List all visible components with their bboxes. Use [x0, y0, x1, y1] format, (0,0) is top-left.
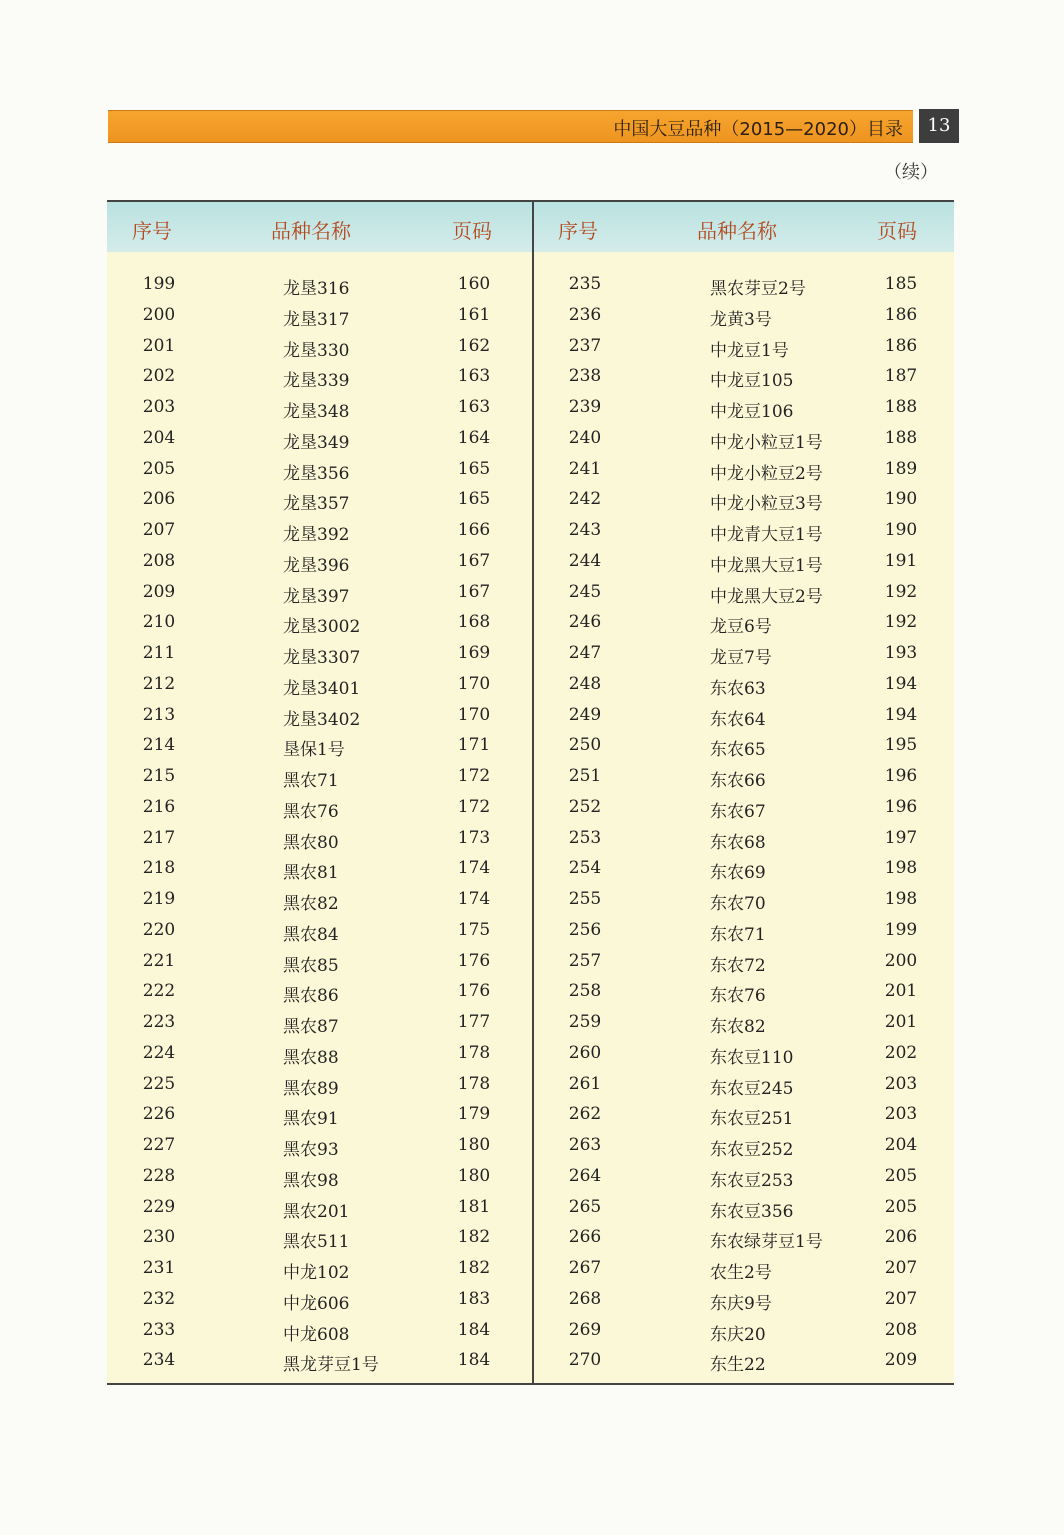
page-ref: 191 — [884, 550, 918, 571]
row-number: 228 — [142, 1165, 176, 1186]
row-number: 219 — [142, 889, 176, 909]
variety-name: 东农72 — [710, 955, 766, 976]
page-ref: 162 — [457, 335, 491, 356]
variety-name: 垦保1号 — [283, 740, 345, 761]
variety-name: 龙垦397 — [283, 586, 350, 607]
variety-name: 龙豆6号 — [710, 617, 772, 638]
row-number: 254 — [568, 858, 602, 879]
page-ref: 185 — [884, 274, 918, 294]
continued-label: （续） — [884, 162, 938, 183]
row-number: 205 — [142, 458, 176, 479]
page-ref: 161 — [457, 304, 491, 325]
row-number: 203 — [142, 397, 176, 417]
page-ref: 176 — [457, 981, 491, 1002]
variety-name: 东农绿芽豆1号 — [710, 1232, 823, 1253]
variety-name: 中龙606 — [283, 1293, 350, 1314]
page-ref: 207 — [884, 1258, 918, 1278]
variety-name: 中龙豆106 — [710, 402, 794, 422]
variety-name: 黑农93 — [283, 1140, 339, 1160]
page-ref: 205 — [884, 1165, 918, 1186]
page-ref: 182 — [457, 1227, 491, 1248]
row-number: 265 — [568, 1196, 602, 1217]
row-number: 209 — [142, 581, 176, 602]
variety-name: 黑农91 — [283, 1109, 339, 1130]
row-number: 201 — [142, 335, 176, 356]
page-ref: 196 — [884, 766, 918, 786]
variety-name: 龙垦357 — [283, 494, 350, 515]
page-ref: 182 — [457, 1258, 491, 1278]
page-ref: 170 — [457, 673, 491, 694]
row-number: 261 — [568, 1073, 602, 1094]
row-number: 236 — [568, 304, 602, 325]
variety-name: 黑农201 — [283, 1201, 350, 1222]
row-number: 206 — [142, 489, 176, 510]
header-page-left: 页码 — [452, 219, 492, 243]
variety-name: 东庆20 — [710, 1324, 766, 1345]
page-ref: 178 — [457, 1073, 491, 1094]
header-name-right: 品种名称 — [697, 219, 777, 243]
page-ref: 163 — [457, 366, 491, 387]
variety-name: 龙豆7号 — [710, 648, 772, 668]
page-ref: 190 — [884, 520, 918, 540]
row-number: 235 — [568, 274, 602, 294]
page-ref: 167 — [457, 550, 491, 571]
variety-name: 黑农80 — [283, 832, 339, 853]
row-number: 222 — [142, 981, 176, 1002]
row-number: 232 — [142, 1288, 176, 1309]
page-ref: 209 — [884, 1350, 918, 1371]
variety-name: 东农69 — [710, 863, 766, 884]
page-ref: 184 — [457, 1319, 491, 1340]
row-number: 247 — [568, 643, 602, 663]
header-bar — [108, 110, 913, 143]
page-ref: 179 — [457, 1104, 491, 1125]
row-number: 260 — [568, 1042, 602, 1063]
row-number: 253 — [568, 827, 602, 848]
row-number: 241 — [568, 458, 602, 479]
page-ref: 189 — [884, 458, 918, 479]
row-number: 255 — [568, 889, 602, 909]
variety-name: 龙垦396 — [283, 555, 350, 576]
variety-name: 龙垦316 — [283, 279, 350, 299]
row-number: 245 — [568, 581, 602, 602]
page-ref: 165 — [457, 489, 491, 510]
page-ref: 171 — [457, 735, 491, 756]
page-ref: 163 — [457, 397, 491, 417]
variety-name: 黑农86 — [283, 986, 339, 1007]
page-ref: 205 — [884, 1196, 918, 1217]
variety-name: 龙垦3307 — [283, 648, 361, 668]
page-ref: 172 — [457, 796, 491, 817]
row-number: 225 — [142, 1073, 176, 1094]
page-ref: 174 — [457, 889, 491, 909]
row-number: 250 — [568, 735, 602, 756]
row-number: 242 — [568, 489, 602, 510]
header-page-right: 页码 — [877, 219, 917, 243]
variety-name: 东农71 — [710, 924, 766, 945]
row-number: 234 — [142, 1350, 176, 1371]
variety-name: 黑农87 — [283, 1017, 339, 1037]
variety-name: 黑农82 — [283, 894, 339, 914]
variety-name: 东农66 — [710, 771, 766, 791]
variety-name: 中龙102 — [283, 1263, 350, 1283]
page-ref: 177 — [457, 1012, 491, 1032]
variety-name: 东农82 — [710, 1017, 766, 1037]
page-ref: 169 — [457, 643, 491, 663]
variety-name: 黑农84 — [283, 924, 339, 945]
page-ref: 199 — [884, 919, 918, 940]
variety-name: 黑农88 — [283, 1047, 339, 1068]
variety-name: 黑农85 — [283, 955, 339, 976]
catalog-table — [107, 200, 954, 1385]
row-number: 227 — [142, 1135, 176, 1155]
page-ref: 180 — [457, 1165, 491, 1186]
row-number: 251 — [568, 766, 602, 786]
variety-name: 黑农89 — [283, 1078, 339, 1099]
variety-name: 龙垦317 — [283, 309, 350, 330]
row-number: 267 — [568, 1258, 602, 1278]
page-ref: 167 — [457, 581, 491, 602]
page-ref: 186 — [884, 335, 918, 356]
variety-name: 黑农98 — [283, 1170, 339, 1191]
variety-name: 中龙小粒豆3号 — [710, 494, 823, 515]
page-ref: 183 — [457, 1288, 491, 1309]
row-number: 230 — [142, 1227, 176, 1248]
variety-name: 东农76 — [710, 986, 766, 1007]
page-ref: 176 — [457, 950, 491, 971]
variety-name: 东农70 — [710, 894, 766, 914]
variety-name: 龙黄3号 — [710, 309, 772, 330]
row-number: 266 — [568, 1227, 602, 1248]
row-number: 210 — [142, 612, 176, 633]
page-ref: 181 — [457, 1196, 491, 1217]
variety-name: 黑农76 — [283, 801, 339, 822]
row-number: 217 — [142, 827, 176, 848]
page-ref: 172 — [457, 766, 491, 786]
page-ref: 207 — [884, 1288, 918, 1309]
variety-name: 东农豆356 — [710, 1201, 794, 1222]
row-number: 213 — [142, 704, 176, 725]
page-ref: 166 — [457, 520, 491, 540]
variety-name: 龙垦3002 — [283, 617, 361, 638]
row-number: 212 — [142, 673, 176, 694]
header-no-right: 序号 — [558, 219, 598, 243]
row-number: 252 — [568, 796, 602, 817]
row-number: 199 — [142, 274, 176, 294]
row-number: 231 — [142, 1258, 176, 1278]
row-number: 263 — [568, 1135, 602, 1155]
page-ref: 165 — [457, 458, 491, 479]
variety-name: 中龙小粒豆2号 — [710, 463, 823, 484]
page-ref: 178 — [457, 1042, 491, 1063]
row-number: 264 — [568, 1165, 602, 1186]
row-number: 258 — [568, 981, 602, 1002]
page-ref: 198 — [884, 889, 918, 909]
row-number: 243 — [568, 520, 602, 540]
variety-name: 农生2号 — [710, 1263, 772, 1283]
variety-name: 中龙豆1号 — [710, 340, 789, 361]
row-number: 238 — [568, 366, 602, 387]
page-ref: 204 — [884, 1135, 918, 1155]
variety-name: 龙垦356 — [283, 463, 350, 484]
variety-name: 黑龙芽豆1号 — [283, 1355, 379, 1376]
row-number: 239 — [568, 397, 602, 417]
variety-name: 龙垦3402 — [283, 709, 361, 730]
variety-name: 东农64 — [710, 709, 766, 730]
variety-name: 东农豆251 — [710, 1109, 794, 1130]
page-ref: 190 — [884, 489, 918, 510]
variety-name: 中龙青大豆1号 — [710, 525, 823, 545]
page-ref: 203 — [884, 1104, 918, 1125]
variety-name: 黑农81 — [283, 863, 339, 884]
variety-name: 东庆9号 — [710, 1293, 772, 1314]
table-header — [107, 202, 954, 252]
variety-name: 黑农511 — [283, 1232, 350, 1253]
variety-name: 东农豆245 — [710, 1078, 794, 1099]
row-number: 216 — [142, 796, 176, 817]
variety-name: 东农65 — [710, 740, 766, 761]
variety-name: 龙垦392 — [283, 525, 350, 545]
row-number: 214 — [142, 735, 176, 756]
page-ref: 201 — [884, 1012, 918, 1032]
row-number: 240 — [568, 427, 602, 448]
variety-name: 东农63 — [710, 678, 766, 699]
variety-name: 中龙黑大豆1号 — [710, 555, 823, 576]
variety-name: 东农67 — [710, 801, 766, 822]
column-divider — [532, 202, 534, 1383]
row-number: 221 — [142, 950, 176, 971]
header-name-left: 品种名称 — [271, 219, 351, 243]
page-ref: 208 — [884, 1319, 918, 1340]
page-ref: 188 — [884, 427, 918, 448]
variety-name: 黑农芽豆2号 — [710, 279, 806, 299]
variety-name: 龙垦330 — [283, 340, 350, 361]
variety-name: 东农豆110 — [710, 1047, 794, 1068]
row-number: 224 — [142, 1042, 176, 1063]
row-number: 233 — [142, 1319, 176, 1340]
row-number: 269 — [568, 1319, 602, 1340]
row-number: 208 — [142, 550, 176, 571]
row-number: 262 — [568, 1104, 602, 1125]
page-ref: 180 — [457, 1135, 491, 1155]
row-number: 207 — [142, 520, 176, 540]
variety-name: 东农68 — [710, 832, 766, 853]
variety-name: 中龙608 — [283, 1324, 350, 1345]
page-ref: 187 — [884, 366, 918, 387]
page-ref: 203 — [884, 1073, 918, 1094]
row-number: 256 — [568, 919, 602, 940]
row-number: 249 — [568, 704, 602, 725]
page-ref: 192 — [884, 581, 918, 602]
page-ref: 202 — [884, 1042, 918, 1063]
row-number: 259 — [568, 1012, 602, 1032]
row-number: 215 — [142, 766, 176, 786]
row-number: 268 — [568, 1288, 602, 1309]
page-ref: 193 — [884, 643, 918, 663]
page-number: 13 — [919, 109, 959, 143]
variety-name: 龙垦348 — [283, 402, 350, 422]
page-ref: 192 — [884, 612, 918, 633]
row-number: 204 — [142, 427, 176, 448]
page-ref: 201 — [884, 981, 918, 1002]
row-number: 200 — [142, 304, 176, 325]
page-ref: 200 — [884, 950, 918, 971]
variety-name: 中龙黑大豆2号 — [710, 586, 823, 607]
row-number: 246 — [568, 612, 602, 633]
header-no-left: 序号 — [132, 219, 172, 243]
page-ref: 168 — [457, 612, 491, 633]
page-ref: 206 — [884, 1227, 918, 1248]
row-number: 226 — [142, 1104, 176, 1125]
row-number: 270 — [568, 1350, 602, 1371]
page-ref: 186 — [884, 304, 918, 325]
variety-name: 龙垦349 — [283, 432, 350, 453]
variety-name: 东生22 — [710, 1355, 766, 1376]
row-number: 229 — [142, 1196, 176, 1217]
page-ref: 194 — [884, 673, 918, 694]
variety-name: 中龙小粒豆1号 — [710, 432, 823, 453]
row-number: 257 — [568, 950, 602, 971]
page-ref: 196 — [884, 796, 918, 817]
page-ref: 198 — [884, 858, 918, 879]
page-ref: 164 — [457, 427, 491, 448]
row-number: 223 — [142, 1012, 176, 1032]
page-ref: 188 — [884, 397, 918, 417]
page-title: 中国大豆品种（2015—2020）目录 — [613, 119, 903, 140]
page-ref: 170 — [457, 704, 491, 725]
page-ref: 195 — [884, 735, 918, 756]
row-number: 220 — [142, 919, 176, 940]
row-number: 244 — [568, 550, 602, 571]
variety-name: 中龙豆105 — [710, 371, 794, 392]
row-number: 202 — [142, 366, 176, 387]
page-ref: 160 — [457, 274, 491, 294]
variety-name: 东农豆252 — [710, 1140, 794, 1160]
page-ref: 175 — [457, 919, 491, 940]
variety-name: 东农豆253 — [710, 1170, 794, 1191]
page-ref: 174 — [457, 858, 491, 879]
variety-name: 龙垦3401 — [283, 678, 361, 699]
page-ref: 194 — [884, 704, 918, 725]
variety-name: 龙垦339 — [283, 371, 350, 392]
page-ref: 197 — [884, 827, 918, 848]
page-ref: 184 — [457, 1350, 491, 1371]
variety-name: 黑农71 — [283, 771, 339, 791]
row-number: 211 — [142, 643, 176, 663]
row-number: 237 — [568, 335, 602, 356]
row-number: 248 — [568, 673, 602, 694]
row-number: 218 — [142, 858, 176, 879]
page-ref: 173 — [457, 827, 491, 848]
